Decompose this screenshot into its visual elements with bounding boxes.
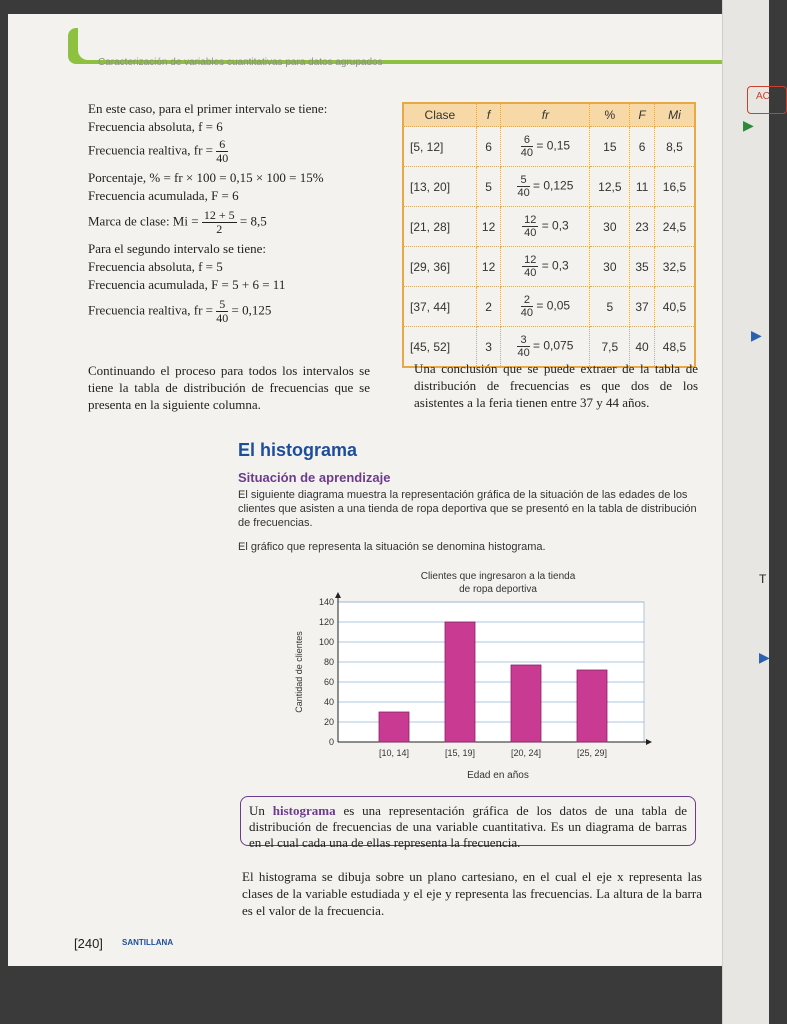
class-mark-line: Marca de clase: Mi = $\frac{12 + 5}{2}$ = 8,5 xyxy=(88,208,267,236)
cell-F: 11 xyxy=(630,167,655,207)
header-title: Caracterización de variables cuantitativas para datos agrupados xyxy=(98,57,383,68)
table-row xyxy=(403,167,695,207)
y-tick-label: 20 xyxy=(323,717,334,727)
adjacent-letter: T xyxy=(759,572,767,586)
header-percent: % xyxy=(590,103,630,127)
y-axis-arrow xyxy=(335,592,341,598)
publisher-logo: SANTILLANA xyxy=(122,938,174,947)
cell-Mi: 32,5 xyxy=(654,247,695,287)
table-row xyxy=(403,207,695,247)
histogram-bar xyxy=(511,665,541,742)
cell-F: 35 xyxy=(630,247,655,287)
play-marker-icon: ▶ xyxy=(743,119,754,134)
cell-Mi: 8,5 xyxy=(654,127,695,167)
cell-f: 3 xyxy=(476,327,501,368)
x-tick-label: [20, 24] xyxy=(510,748,542,758)
cell-clase: [5, 12] xyxy=(403,127,476,167)
header-F: F xyxy=(630,103,655,127)
y-tick-label: 100 xyxy=(318,637,334,647)
histogram-chart xyxy=(288,594,658,789)
textbook-page xyxy=(8,14,730,966)
cell-F: 37 xyxy=(630,287,655,327)
rel-freq-line: Frecuencia realtiva, fr = $\frac{6}{40}$ xyxy=(88,137,229,165)
situation-paragraph: El siguiente diagrama muestra la representación gráfica de la situación de las edades de los clientes que asisten a una tienda de ropa deportiva que se presentó en la tabla de distribución de frecuencias. xyxy=(238,489,697,529)
table-row xyxy=(403,127,695,167)
header-f: f xyxy=(476,103,501,127)
rel-freq-fraction: $\frac{6}{40}$ xyxy=(216,137,229,165)
frequency-table xyxy=(402,102,696,368)
y-tick-label: 120 xyxy=(318,617,334,627)
section-title: El histograma xyxy=(238,440,358,460)
adjacent-badge: AC xyxy=(747,86,787,114)
cell-percent: 5 xyxy=(590,287,630,327)
header-Mi: Mi xyxy=(654,103,695,127)
cell-percent: 15 xyxy=(590,127,630,167)
cell-percent: 12,5 xyxy=(590,167,630,207)
cell-f: 2 xyxy=(476,287,501,327)
cell-clase: [21, 28] xyxy=(403,207,476,247)
percent-line: Porcentaje, % = fr × 100 = 0,15 × 100 = 15% xyxy=(88,170,324,185)
play-marker-icon: ▶ xyxy=(751,329,762,344)
histogram-bar xyxy=(577,670,607,742)
y-axis-label: Cantidad de clientes xyxy=(294,631,304,713)
cell-percent: 30 xyxy=(590,247,630,287)
header-clase: Clase xyxy=(403,103,476,127)
cell-clase: [37, 44] xyxy=(403,287,476,327)
adjacent-page xyxy=(722,0,769,1024)
page-number: [240] xyxy=(74,936,103,951)
cell-clase: [45, 52] xyxy=(403,327,476,368)
table-row xyxy=(403,247,695,287)
cell-Mi: 16,5 xyxy=(654,167,695,207)
cell-f: 6 xyxy=(476,127,501,167)
definition-term: histograma xyxy=(272,803,336,818)
x-axis-arrow xyxy=(646,739,652,745)
final-paragraph: El histograma se dibuja sobre un plano cartesiano, en el cual el eje x representa las clases de la variable estudiada y el eje y representa las frecuencias. La altura de la barra es el valor de la frecuencia. xyxy=(242,869,702,918)
header-fr: fr xyxy=(501,103,590,127)
cell-F: 23 xyxy=(630,207,655,247)
x-tick-label: [15, 19] xyxy=(444,748,476,758)
cum-freq-line: Frecuencia acumulada, F = 6 xyxy=(88,188,239,203)
chart-title: Clientes que ingresaron a la tienda de ropa deportiva xyxy=(420,571,576,595)
y-tick-label: 0 xyxy=(328,737,334,747)
intro-line: En este caso, para el primer intervalo se tiene: xyxy=(88,101,328,116)
cell-clase: [29, 36] xyxy=(403,247,476,287)
second-intro-line: Para el segundo intervalo se tiene: xyxy=(88,241,266,256)
y-tick-label: 60 xyxy=(323,677,334,687)
cell-fr: $\frac{5}{40}$ = 0,125 xyxy=(501,167,590,207)
cell-Mi: 24,5 xyxy=(654,207,695,247)
cell-f: 12 xyxy=(476,207,501,247)
continuation-paragraph: Continuando el proceso para todos los intervalos se tiene la tabla de distribución de frecuencias que se presenta en la siguiente columna. xyxy=(88,363,370,412)
cell-Mi: 40,5 xyxy=(654,287,695,327)
x-axis-label: Edad en años xyxy=(467,770,529,781)
histogram-bar xyxy=(379,712,409,742)
cell-fr: $\frac{3}{40}$ = 0,075 xyxy=(501,327,590,368)
histogram-intro-paragraph: El gráfico que representa la situación se denomina histograma. xyxy=(238,541,546,553)
cell-F: 6 xyxy=(630,127,655,167)
cell-percent: 30 xyxy=(590,207,630,247)
cell-fr: $\frac{6}{40}$ = 0,15 xyxy=(501,127,590,167)
cum-freq2-line: Frecuencia acumulada, F = 5 + 6 = 11 xyxy=(88,277,286,292)
definition-box: Un histograma es una representación gráfica de los datos de una tabla de distribución de frecuencias de una variable cuantitativa. Es un diagrama de barras en el cual cada una de ellas representa la frecuencia. xyxy=(240,796,696,846)
conclusion-paragraph: Una conclusión que se puede extraer de la tabla de distribución de frecuencias es que dos de los asistentes a la feria tienen entre 37 y 44 años. xyxy=(414,361,698,410)
histogram-bar xyxy=(445,622,475,742)
cell-F: 40 xyxy=(630,327,655,368)
table-header-row xyxy=(403,103,695,127)
y-tick-label: 80 xyxy=(323,657,334,667)
x-tick-label: [10, 14] xyxy=(378,748,410,758)
rel-freq2-line: Frecuencia realtiva, fr = $\frac{5}{40}$ = 0,125 xyxy=(88,297,272,325)
abs-freq2-line: Frecuencia absoluta, f = 5 xyxy=(88,259,223,274)
cell-clase: [13, 20] xyxy=(403,167,476,207)
cell-f: 12 xyxy=(476,247,501,287)
y-tick-label: 140 xyxy=(318,597,334,607)
table-row xyxy=(403,287,695,327)
rel-freq2-fraction: $\frac{5}{40}$ xyxy=(216,297,229,325)
play-marker-icon: ▶ xyxy=(759,651,770,666)
cell-fr: $\frac{12}{40}$ = 0,3 xyxy=(501,247,590,287)
cell-Mi: 48,5 xyxy=(654,327,695,368)
cell-fr: $\frac{12}{40}$ = 0,3 xyxy=(501,207,590,247)
abs-freq-line: Frecuencia absoluta, f = 6 xyxy=(88,119,223,134)
y-tick-label: 40 xyxy=(323,697,334,707)
cell-f: 5 xyxy=(476,167,501,207)
x-tick-label: [25, 29] xyxy=(576,748,608,758)
left-column xyxy=(88,100,378,325)
section-subtitle: Situación de aprendizaje xyxy=(238,470,391,485)
class-mark-fraction: $\frac{12 + 5}{2}$ xyxy=(203,208,235,236)
cell-fr: $\frac{2}{40}$ = 0,05 xyxy=(501,287,590,327)
cell-percent: 7,5 xyxy=(590,327,630,368)
